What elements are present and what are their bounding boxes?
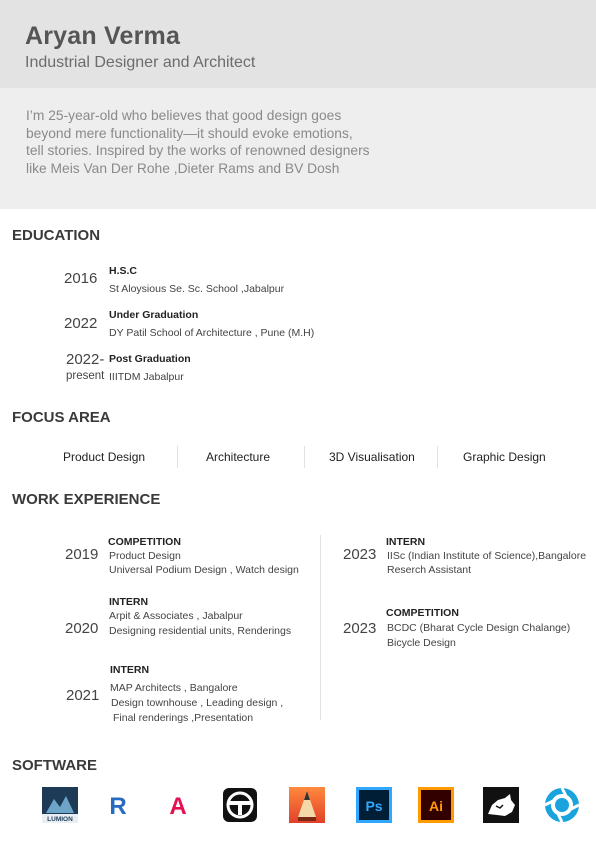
work-year: 2020 xyxy=(65,620,99,637)
education-year-suffix: present xyxy=(66,370,105,382)
illustrator-label: Ai xyxy=(429,798,443,814)
focus-item: Product Design xyxy=(63,450,146,464)
work-detail: Arpit & Associates , Jabalpur xyxy=(109,610,243,622)
work-detail: IISc (Indian Institute of Science),Bangalore xyxy=(387,550,587,562)
work-type: INTERN xyxy=(109,596,149,608)
bio-line: beyond mere functionality—it should evoke emotions, xyxy=(26,125,353,141)
education-school: IIITDM Jabalpur xyxy=(109,371,184,383)
focus-divider xyxy=(304,446,305,468)
education-school: St Aloysious Se. Sc. School ,Jabalpur xyxy=(109,283,285,295)
sketchup-icon xyxy=(222,787,258,823)
work-detail: Product Design xyxy=(109,550,181,562)
bio-line: tell stories. Inspired by the works of renowned designers xyxy=(26,143,370,158)
autocad-label: A xyxy=(169,793,187,820)
bio-line: like Meis Van Der Rohe ,Dieter Rams and BV Dosh xyxy=(26,160,340,176)
lumion-icon xyxy=(42,787,78,823)
work-detail: BCDC (Bharat Cycle Design Chalange) xyxy=(387,622,571,634)
work-type: COMPETITION xyxy=(108,536,181,548)
work-detail: Design townhouse , Leading design , xyxy=(111,697,284,709)
work-detail: Bicycle Design xyxy=(387,637,456,649)
header-band xyxy=(0,0,596,88)
bio-text xyxy=(26,107,426,177)
autocad-icon xyxy=(160,787,196,823)
education-year: 2022 xyxy=(64,315,98,332)
work-detail: Final renderings ,Presentation xyxy=(113,712,254,724)
keyshot-icon xyxy=(544,787,580,823)
education-school: DY Patil School of Architecture , Pune (M.H) xyxy=(109,327,315,339)
rhino-icon xyxy=(483,787,519,823)
work-year: 2021 xyxy=(66,687,100,704)
software-title: SOFTWARE xyxy=(12,757,97,774)
person-role: Industrial Designer and Architect xyxy=(25,54,256,71)
revit-label: R xyxy=(109,793,127,820)
education-year: 2022- xyxy=(66,351,105,368)
work-detail: MAP Architects , Bangalore xyxy=(110,682,238,694)
person-name: Aryan Verma xyxy=(25,22,181,50)
work-detail: Designing residential units, Renderings xyxy=(109,625,292,637)
revit-icon xyxy=(100,787,136,823)
focus-divider xyxy=(177,446,178,468)
work-year: 2019 xyxy=(65,546,99,563)
education-degree: Under Graduation xyxy=(109,309,199,321)
focus-item: 3D Visualisation xyxy=(329,450,415,464)
photoshop-icon xyxy=(356,787,392,823)
sketchbook-icon xyxy=(289,787,325,823)
focus-divider xyxy=(437,446,438,468)
bio-box xyxy=(0,88,596,209)
bio-line: I’m 25-year-old who believes that good design goes xyxy=(26,108,342,123)
work-detail: Universal Podium Design , Watch design xyxy=(109,564,299,576)
work-detail: Reserch Assistant xyxy=(387,564,472,576)
work-title: WORK EXPERIENCE xyxy=(12,491,161,508)
work-type: INTERN xyxy=(110,664,150,676)
work-type: INTERN xyxy=(386,536,426,548)
work-divider xyxy=(320,535,321,720)
education-degree: H.S.C xyxy=(109,265,138,277)
education-degree: Post Graduation xyxy=(109,353,191,365)
focus-item: Architecture xyxy=(206,450,271,464)
education-year: 2016 xyxy=(64,270,98,287)
education-title: EDUCATION xyxy=(12,227,101,244)
focus-title: FOCUS AREA xyxy=(12,409,111,426)
work-year: 2023 xyxy=(343,620,377,637)
work-type: COMPETITION xyxy=(386,607,459,619)
illustrator-icon xyxy=(418,787,454,823)
photoshop-label: Ps xyxy=(365,798,383,814)
lumion-label: LUMION xyxy=(47,816,73,823)
focus-item: Graphic Design xyxy=(463,450,546,464)
work-year: 2023 xyxy=(343,546,377,563)
